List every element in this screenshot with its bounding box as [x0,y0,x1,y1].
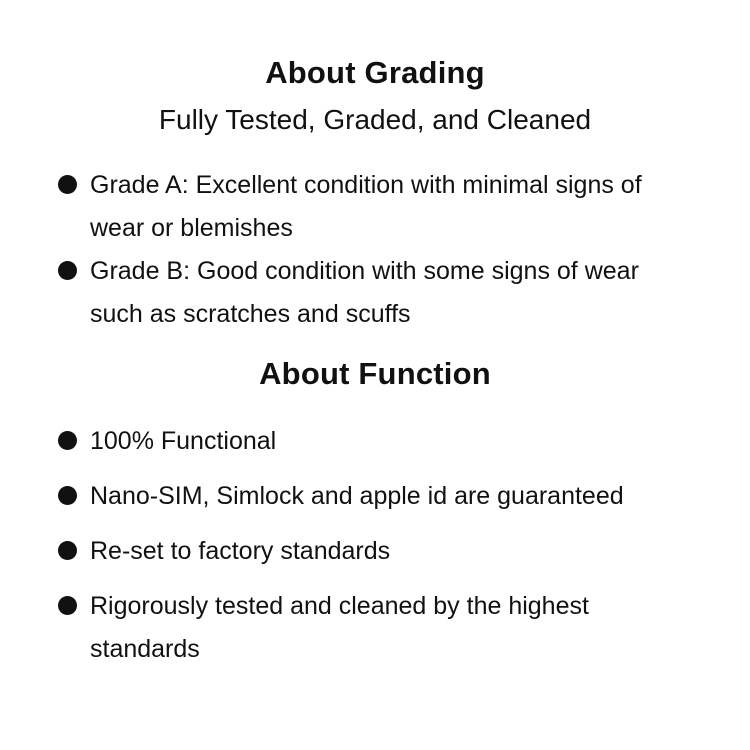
list-item-text: Nano-SIM, Simlock and apple id are guaranteed [90,482,624,510]
list-item [90,420,665,463]
bullet-icon [58,541,77,560]
bullet-icon [58,596,77,615]
bullet-icon [58,175,77,194]
bullet-icon [58,486,77,505]
list-item-text: Grade B: Good condition with some signs of wear such as scratches and scuffs [90,257,639,328]
list-item-text: Re-set to factory standards [90,537,391,565]
list-item [90,530,665,573]
bullet-icon [58,431,77,450]
list-item [90,585,665,671]
list-item [90,475,665,518]
list-item-text: 100% Functional [90,427,277,455]
list-item [90,250,665,336]
list-item-text: Rigorously tested and cleaned by the highest standards [90,592,589,663]
bullet-icon [58,261,77,280]
grading-section-title: About Grading [265,55,485,90]
function-section-title: About Function [259,356,491,391]
grading-subtitle: Fully Tested, Graded, and Cleaned [158,104,592,135]
list-item [90,164,665,250]
function-list [58,420,665,671]
list-item-text: Grade A: Excellent condition with minimal signs of wear or blemishes [90,171,642,242]
grading-list [58,164,665,336]
